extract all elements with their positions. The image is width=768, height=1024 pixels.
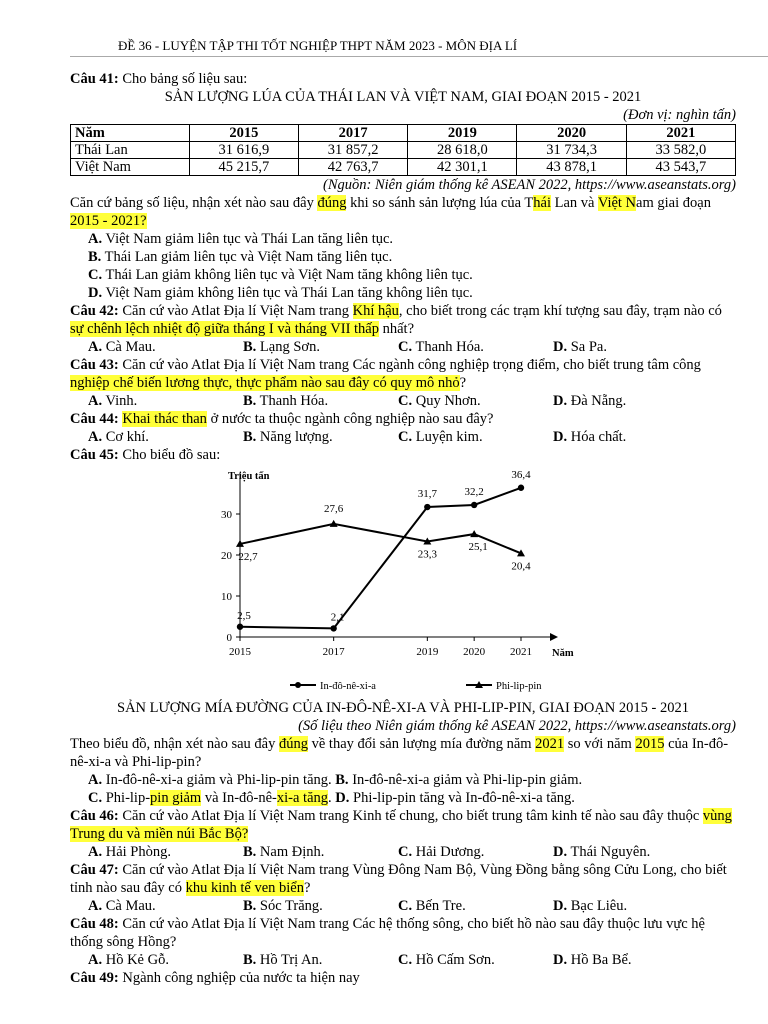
highlight: hái [533, 195, 551, 211]
q43-label: Câu 43: [70, 357, 119, 373]
option-letter: D. [88, 285, 103, 301]
table-cell: 43 543,7 [626, 159, 735, 176]
option-text: In-đô-nê-xi-a giảm và Phi-lip-pin tăng. [105, 772, 332, 788]
highlight: xi-a tăng [276, 790, 329, 806]
q41-question-text: am giai đoạn [636, 195, 711, 211]
q43-options [70, 392, 736, 410]
option-letter: D. [553, 339, 568, 355]
highlight: 2021 [535, 736, 565, 752]
q49-text: Ngành công nghiệp của nước ta hiện nay [122, 970, 360, 986]
option-text: Hồ Trị An. [259, 952, 323, 968]
table-header-cell: Năm [71, 125, 190, 142]
option-text: Cà Mau. [105, 898, 156, 914]
q41-option-b[interactable] [70, 248, 736, 266]
x-tick-label: 2017 [322, 646, 345, 658]
q41-question-text: Căn cứ bảng số liệu, nhận xét nào sau đây [70, 195, 318, 211]
page-header: ĐỀ 36 - LUYỆN TẬP THI TỐT NGHIỆP THPT NĂM 2023 - MÔN ĐỊA LÍ [118, 38, 518, 53]
data-label: 22,7 [238, 550, 258, 563]
option-text: Thanh Hóa. [259, 393, 329, 409]
q41-unit: (Đơn vị: nghìn tấn) [623, 107, 736, 123]
q45-option-c[interactable] [88, 790, 332, 806]
data-label: 36,4 [511, 468, 531, 481]
option-text: . [328, 790, 332, 806]
legend-marker [295, 682, 301, 688]
y-axis-label: Triệu tấn [228, 471, 270, 482]
q48-option-b[interactable] [243, 951, 398, 969]
option-letter: C. [398, 393, 413, 409]
q41-question [70, 194, 736, 230]
q41-intro [70, 70, 736, 88]
option-letter: C. [88, 790, 103, 806]
q46-option-b[interactable] [243, 843, 398, 861]
line-chart [70, 465, 736, 699]
table-header-row [71, 125, 736, 142]
option-letter: A. [88, 231, 103, 247]
option-text: Luyện kim. [415, 429, 483, 445]
exam-content [70, 70, 736, 987]
q44-label: Câu 44: [70, 411, 119, 427]
option-text: Lạng Sơn. [259, 339, 320, 355]
q46-text: Căn cứ vào Atlat Địa lí Việt Nam trang Kinh tế chung, cho biết trung tâm kinh tế nào sau đây thuộc [122, 808, 703, 824]
highlight: 2015 [635, 736, 665, 752]
q46-option-c[interactable] [398, 843, 553, 861]
q44-option-d[interactable] [553, 428, 708, 446]
q43-option-b[interactable] [243, 392, 398, 410]
x-tick-label: 2021 [510, 646, 532, 658]
option-text: Nam Định. [259, 844, 325, 860]
table-header-cell: 2020 [517, 125, 626, 142]
data-label: 20,4 [511, 560, 531, 573]
q48-label: Câu 48: [70, 916, 119, 932]
y-tick-label: 20 [221, 550, 232, 562]
option-text: Hồ Kẻ Gỗ. [105, 952, 169, 968]
option-text: Hải Dương. [415, 844, 485, 860]
option-letter: D. [553, 393, 568, 409]
option-text: Hóa chất. [570, 429, 627, 445]
q42-label: Câu 42: [70, 303, 119, 319]
option-text: Sa Pa. [570, 339, 607, 355]
highlight: đúng [317, 195, 347, 211]
q47-text: Căn cứ vào Atlat Địa lí Việt Nam trang Vùng Đông Nam Bộ, Vùng Đồng bằng sông Cửu Long, cho biết tỉnh nào sau đây có [70, 862, 727, 896]
q45-options-ab [70, 771, 736, 789]
option-letter: B. [243, 952, 257, 968]
q45-label: Câu 45: [70, 447, 119, 463]
option-letter: C. [88, 267, 103, 283]
option-text: Sóc Trăng. [259, 898, 323, 914]
q41-question-text: khi so sánh sản lượng lúa của T [346, 195, 534, 211]
option-text: và In-đô-nê- [201, 790, 277, 806]
option-text: Hồ Ba Bể. [570, 952, 632, 968]
q41-label: Câu 41: [70, 71, 119, 87]
option-letter: B. [88, 249, 102, 265]
q48-option-a[interactable] [88, 951, 243, 969]
legend-label: In-đô-nê-xi-a [320, 681, 376, 692]
option-letter: A. [88, 952, 103, 968]
q44-options [70, 428, 736, 446]
table-header-cell: 2019 [408, 125, 517, 142]
highlight: pin giảm [150, 790, 202, 806]
q41-data-table [70, 124, 736, 176]
table-cell: 45 215,7 [189, 159, 298, 176]
q45-intro-text: Cho biểu đồ sau: [122, 447, 221, 463]
y-tick-label: 10 [221, 591, 232, 603]
x-tick-label: 2019 [416, 646, 439, 658]
q48-option-c[interactable] [398, 951, 553, 969]
q42-text: Căn cứ vào Atlat Địa lí Việt Nam trang [122, 303, 353, 319]
option-letter: B. [243, 339, 257, 355]
option-letter: D. [553, 844, 568, 860]
q42-option-d[interactable] [553, 338, 708, 356]
option-text: Phi-lip- [105, 790, 151, 806]
q45-option-b[interactable] [335, 772, 582, 788]
x-tick-label: 2020 [463, 646, 486, 658]
q47-option-c[interactable] [398, 897, 553, 915]
option-text: Hồ Cấm Sơn. [415, 952, 495, 968]
q47-option-d[interactable] [553, 897, 708, 915]
table-row [71, 159, 736, 176]
option-letter: C. [398, 339, 413, 355]
y-tick-label: 0 [226, 632, 232, 644]
q43-option-a[interactable] [88, 392, 243, 410]
option-letter: A. [88, 339, 103, 355]
option-text: Cà Mau. [105, 339, 156, 355]
highlight: Khai thác than [122, 411, 207, 427]
q46-question [70, 807, 736, 843]
option-letter: A. [88, 898, 103, 914]
q45-option-a[interactable] [88, 772, 332, 788]
data-point [471, 502, 477, 508]
q47-label: Câu 47: [70, 862, 119, 878]
table-header-cell: 2017 [298, 125, 407, 142]
highlight: đúng [278, 736, 308, 752]
option-letter: B. [243, 844, 257, 860]
q45-intro [70, 446, 736, 464]
q49-label: Câu 49: [70, 970, 119, 986]
highlight: 2015 - 2021? [70, 213, 147, 229]
q44-text: ở nước ta thuộc ngành công nghiệp nào sau đây? [206, 411, 494, 427]
option-letter: A. [88, 429, 103, 445]
option-text: Thái Lan giảm liên tục và Việt Nam tăng liên tục. [104, 249, 393, 265]
table-header-cell: 2021 [626, 125, 735, 142]
option-text: Bến Tre. [415, 898, 466, 914]
option-text: Đà Nẵng. [570, 393, 627, 409]
table-cell: 33 582,0 [626, 142, 735, 159]
data-point [518, 485, 524, 491]
q41-intro-text: Cho bảng số liệu sau: [122, 71, 248, 87]
q46-options [70, 843, 736, 861]
data-point [424, 504, 430, 510]
highlight: Khí hậu [352, 303, 399, 319]
data-label: 32,2 [464, 485, 484, 498]
option-text: Cơ khí. [105, 429, 149, 445]
highlight: Việt N [597, 195, 637, 211]
data-label: 25,1 [468, 541, 488, 554]
option-letter: A. [88, 772, 103, 788]
q42-text: , cho biết trong các trạm khí tượng sau đây, trạm nào có [398, 303, 722, 319]
table-cell: 42 301,1 [408, 159, 517, 176]
option-letter: D. [553, 429, 568, 445]
option-letter: B. [243, 393, 257, 409]
q42-text: nhất? [379, 321, 415, 337]
q45-text: về thay đổi sản lượng mía đường năm [307, 736, 536, 752]
option-text: Hải Phòng. [105, 844, 171, 860]
q47-question [70, 861, 736, 897]
header-divider [70, 56, 768, 57]
highlight: vùng Trung du và miền núi Bắc Bộ? [70, 808, 732, 842]
option-letter: C. [398, 844, 413, 860]
q46-label: Câu 46: [70, 808, 119, 824]
q48-text: Căn cứ vào Atlat Địa lí Việt Nam trang Các hệ thống sông, cho biết hồ nào sau đây thuộc lưu vực hệ thống sông Hồng? [70, 916, 705, 950]
data-point [330, 520, 338, 527]
q48-question [70, 915, 736, 951]
highlight: sự chênh lệch nhiệt độ giữa tháng I và tháng VII thấp [70, 321, 379, 337]
q45-text: của In-đô-nê-xi-a và Phi-lip-pin? [70, 736, 729, 770]
q45-text: so với năm [564, 736, 636, 752]
q44-option-b[interactable] [243, 428, 398, 446]
option-letter: C. [398, 429, 413, 445]
option-text: Việt Nam giảm liên tục và Thái Lan tăng liên tục. [105, 231, 394, 247]
option-letter: A. [88, 844, 103, 860]
q43-option-d[interactable] [553, 392, 708, 410]
table-cell: 31 857,2 [298, 142, 407, 159]
data-label: 2,1 [330, 611, 345, 624]
x-axis-label: Năm [552, 648, 574, 659]
option-text: Năng lượng. [259, 429, 333, 445]
option-text: Thái Nguyên. [570, 844, 651, 860]
option-text: Vinh. [105, 393, 138, 409]
q45-option-d[interactable] [335, 790, 575, 806]
data-label: 2,5 [237, 609, 251, 622]
table-row [71, 142, 736, 159]
table-cell: 43 878,1 [517, 159, 626, 176]
q44-option-c[interactable] [398, 428, 553, 446]
data-point [330, 625, 336, 631]
series-line [240, 485, 521, 629]
x-axis-arrow [550, 633, 558, 641]
highlight: khu kinh tế ven biển [185, 880, 304, 896]
data-label: 27,6 [324, 502, 344, 515]
option-text: Thái Lan giảm không liên tục và Việt Nam tăng không liên tục. [105, 267, 473, 283]
q47-text: ? [303, 880, 311, 896]
q41-option-c[interactable] [70, 266, 736, 284]
option-letter: D. [335, 790, 350, 806]
data-label: 31,7 [417, 488, 437, 501]
q42-option-c[interactable] [398, 338, 553, 356]
q46-option-d[interactable] [553, 843, 708, 861]
option-letter: D. [553, 898, 568, 914]
q45-text: Theo biểu đồ, nhận xét nào sau đây [70, 736, 279, 752]
option-letter: B. [243, 898, 257, 914]
option-letter: C. [398, 952, 413, 968]
q48-options [70, 951, 736, 969]
chart-svg [70, 465, 736, 699]
option-text: Thanh Hóa. [415, 339, 484, 355]
highlight: nghiệp chế biến lương thực, thực phẩm nào sau đây có quy mô nhỏ [70, 375, 460, 391]
option-text: Quy Nhơn. [415, 393, 481, 409]
q48-option-d[interactable] [553, 951, 708, 969]
x-tick-label: 2015 [229, 646, 251, 658]
table-cell: Việt Nam [71, 159, 190, 176]
q41-source: (Nguồn: Niên giám thống kê ASEAN 2022, https://www.aseanstats.org) [323, 177, 736, 193]
option-text: Việt Nam giảm không liên tục và Thái Lan tăng không liên tục. [105, 285, 473, 301]
q43-text: ? [459, 375, 467, 391]
q41-option-a[interactable] [70, 230, 736, 248]
option-letter: B. [335, 772, 349, 788]
option-text: Phi-lip-pin tăng và In-đô-nê-xi-a tăng. [353, 790, 575, 806]
table-cell: 28 618,0 [408, 142, 517, 159]
q47-option-a[interactable] [88, 897, 243, 915]
option-letter: C. [398, 898, 413, 914]
q46-option-a[interactable] [88, 843, 243, 861]
q41-table-title: SẢN LƯỢNG LÚA CỦA THÁI LAN VÀ VIỆT NAM, GIAI ĐOẠN 2015 - 2021 [164, 89, 642, 105]
q45-question [70, 735, 736, 771]
q44-option-a[interactable] [88, 428, 243, 446]
q42-option-b[interactable] [243, 338, 398, 356]
q44-question [70, 410, 736, 428]
q42-question [70, 302, 736, 338]
option-text: In-đô-nê-xi-a giảm và Phi-lip-pin giảm. [352, 772, 583, 788]
y-tick-label: 30 [221, 509, 232, 521]
q42-options [70, 338, 736, 356]
table-cell: 42 763,7 [298, 159, 407, 176]
q42-option-a[interactable] [88, 338, 243, 356]
q43-text: Căn cứ vào Atlat Địa lí Việt Nam trang Các ngành công nghiệp trọng điểm, cho biết trung tâm công [122, 357, 701, 373]
data-label: 23,3 [417, 548, 437, 561]
legend-label: Phi-lip-pin [496, 681, 542, 692]
table-cell: 31 734,3 [517, 142, 626, 159]
q47-option-b[interactable] [243, 897, 398, 915]
q43-option-c[interactable] [398, 392, 553, 410]
q49-question [70, 969, 736, 987]
table-cell: Thái Lan [71, 142, 190, 159]
table-header-cell: 2015 [189, 125, 298, 142]
q45-source: (Số liệu theo Niên giám thống kê ASEAN 2022, https://www.aseanstats.org) [298, 718, 736, 734]
option-letter: A. [88, 393, 103, 409]
q43-question [70, 356, 736, 392]
table-cell: 31 616,9 [189, 142, 298, 159]
q45-chart-title: SẢN LƯỢNG MÍA ĐƯỜNG CỦA IN-ĐÔ-NÊ-XI-A VÀ PHI-LIP-PIN, GIAI ĐOẠN 2015 - 2021 [117, 700, 689, 716]
option-letter: D. [553, 952, 568, 968]
q41-option-d[interactable] [70, 284, 736, 302]
q47-options [70, 897, 736, 915]
q45-options-cd [70, 789, 736, 807]
q41-question-text: Lan và [551, 195, 598, 211]
option-letter: B. [243, 429, 257, 445]
data-point [237, 624, 243, 630]
option-text: Bạc Liêu. [570, 898, 628, 914]
